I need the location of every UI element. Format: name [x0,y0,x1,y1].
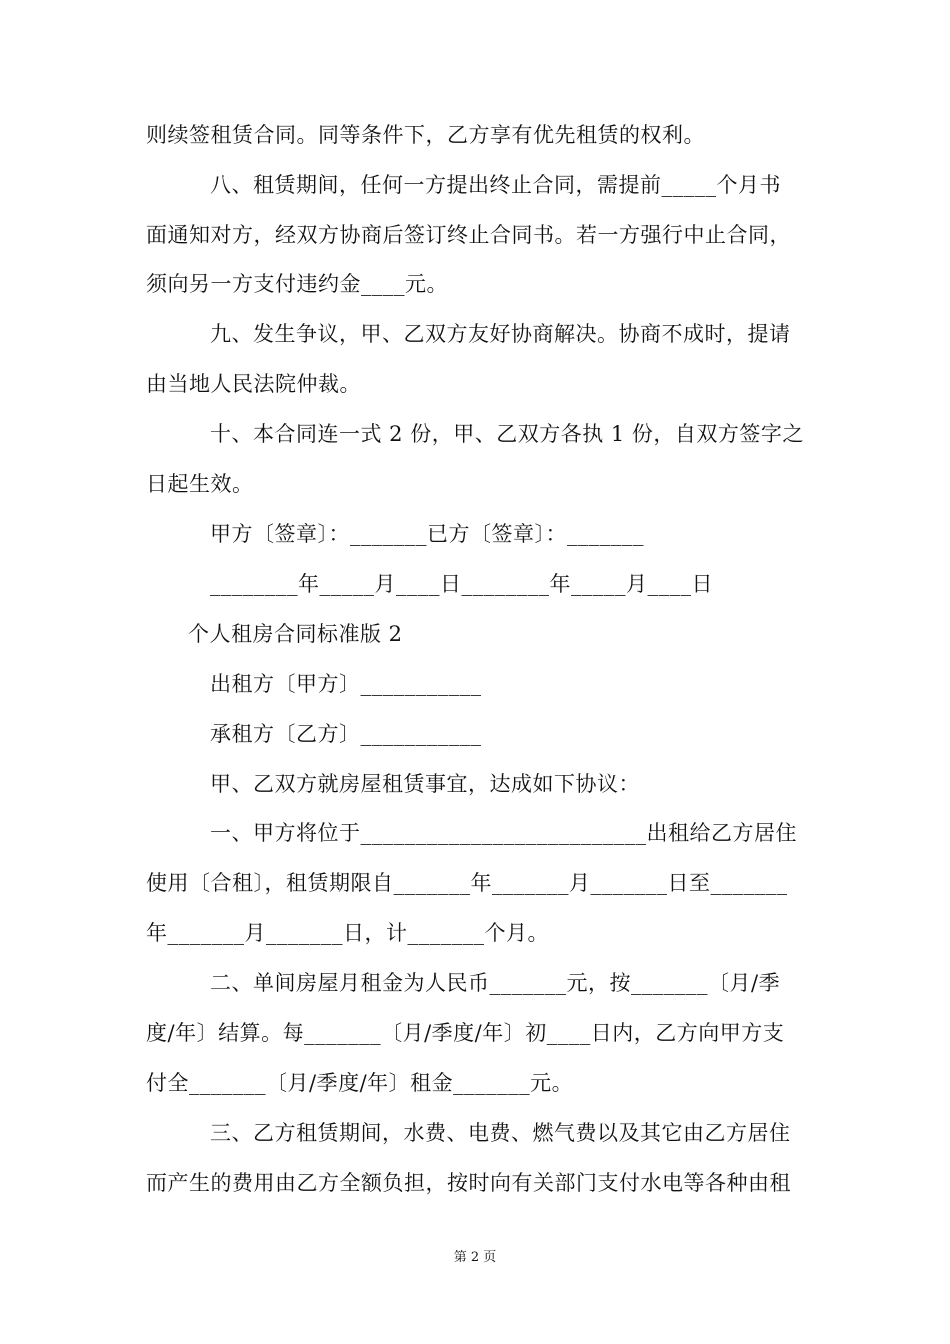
clause-2-line-2: 度/年〕结算。每_______〔月/季度/年〕初____日内，乙方向甲方支 [146,1021,785,1045]
clause-9-line-2: 由当地人民法院仲裁。 [146,372,361,396]
page-number: 第 2 页 [453,1250,497,1265]
clause-2-line-3: 付全_______〔月/季度/年〕租金_______元。 [146,1071,574,1095]
clause-3-line-2: 而产生的费用由乙方全额负担，按时向有关部门支付水电等各种由租 [146,1171,791,1195]
date-line: ________年_____月____日________年_____月____日 [210,572,713,596]
agreement-intro: 甲、乙双方就房屋租赁事宜，达成如下协议： [210,772,640,796]
clause-10-line-2: 日起生效。 [146,472,254,496]
section-title: 个人租房合同标准版 2 [188,622,403,646]
clause-1-line-2: 使用〔合租〕，租赁期限自_______年_______月_______日至_______ [146,871,788,895]
clause-3-line-1: 三、乙方租赁期间，水费、电费、燃气费以及其它由乙方居住 [210,1121,791,1145]
clause-8-line-1: 八、租赁期间，任何一方提出终止合同，需提前_____个月书 [210,173,781,197]
text-line: 则续签租赁合同。同等条件下，乙方享有优先租赁的权利。 [146,123,705,147]
signature-line: 甲方〔签章〕：_______已方〔签章〕：_______ [210,522,644,546]
clause-10-line-1: 十、本合同连一式 2 份，甲、乙双方各执 1 份，自双方签字之 [210,422,804,446]
clause-1-line-3: 年_______月_______日，计_______个月。 [146,921,549,945]
lessor-line: 出租方〔甲方〕___________ [210,672,482,696]
clause-1-line-1: 一、甲方将位于__________________________出租给乙方居住 [210,821,797,845]
lessee-line: 承租方〔乙方〕___________ [210,722,482,746]
clause-9-line-1: 九、发生争议，甲、乙双方友好协商解决。协商不成时，提请 [210,322,791,346]
clause-8-line-2: 面通知对方，经双方协商后签订终止合同书。若一方强行中止合同， [146,223,791,247]
clause-2-line-1: 二、单间房屋月租金为人民币_______元，按_______〔月/季 [210,971,781,995]
clause-8-line-3: 须向另一方支付违约金____元。 [146,272,448,296]
